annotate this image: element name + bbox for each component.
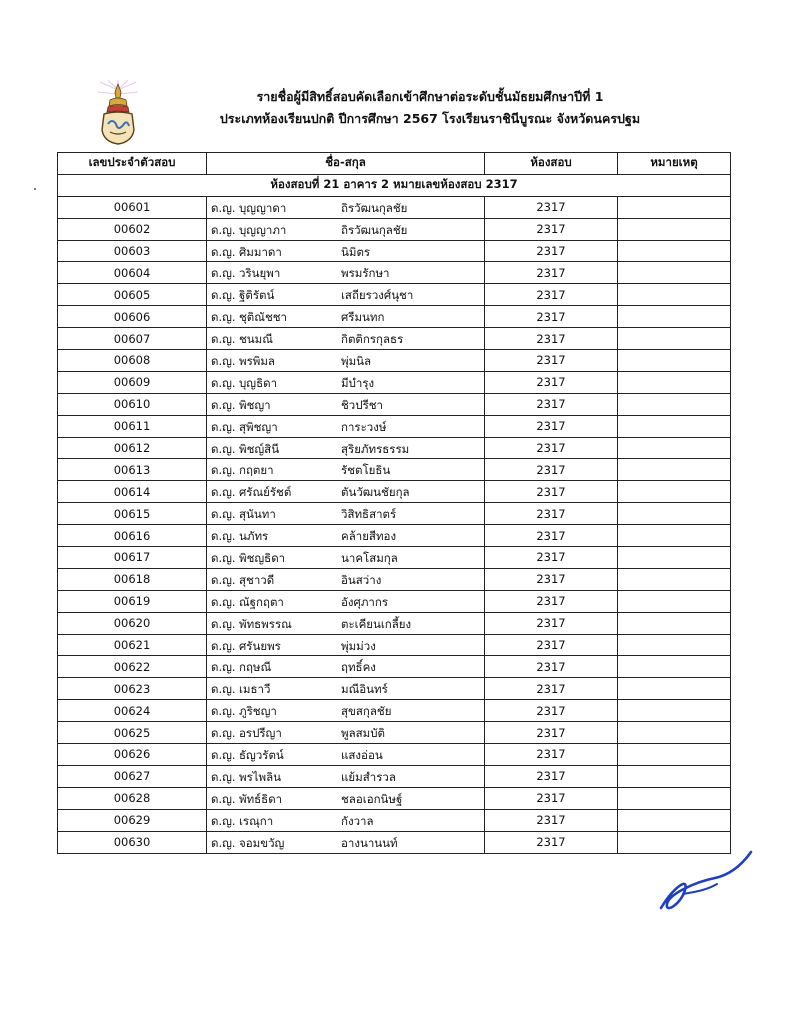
first-name: พัทธ์ธิดา (239, 791, 283, 806)
table-row (58, 262, 731, 284)
table-row (58, 656, 731, 678)
full-name-cell (207, 350, 485, 372)
last-name: กิตติกรกุลธร (341, 332, 404, 347)
note-cell (618, 415, 731, 437)
title-block (150, 86, 710, 130)
exam-room-cell: 2317 (485, 262, 618, 284)
name-prefix: ด.ญ. (211, 200, 236, 215)
first-name: พรพิมล (239, 354, 275, 369)
first-name: บุญญาดา (239, 200, 287, 215)
full-name-cell (207, 284, 485, 306)
table-header-row (58, 153, 731, 175)
table-row (58, 787, 731, 809)
exam-id-cell: 00610 (58, 393, 207, 415)
note-cell (618, 503, 731, 525)
last-name: ศรีมนทก (341, 310, 385, 325)
table-row (58, 240, 731, 262)
exam-room-cell: 2317 (485, 590, 618, 612)
exam-room-cell: 2317 (485, 831, 618, 853)
exam-id-cell: 00605 (58, 284, 207, 306)
table-row (58, 393, 731, 415)
table-row (58, 415, 731, 437)
name-prefix: ด.ญ. (211, 813, 236, 828)
first-name: ชุติณัชชา (239, 310, 288, 325)
full-name-cell (207, 218, 485, 240)
last-name: รัชตโยธิน (341, 463, 391, 478)
table-row (58, 568, 731, 590)
table-row (58, 722, 731, 744)
name-prefix: ด.ญ. (211, 660, 236, 675)
full-name-cell (207, 503, 485, 525)
note-cell (618, 437, 731, 459)
table-row (58, 328, 731, 350)
table-row (58, 459, 731, 481)
note-cell (618, 678, 731, 700)
full-name-cell (207, 590, 485, 612)
last-name: ถิรวัฒนกุลชัย (341, 222, 408, 237)
table-row (58, 700, 731, 722)
last-name: ชลอเอกนิษฐ์ (341, 791, 403, 806)
column-header-id: เลขประจำตัวสอบ (58, 153, 207, 175)
name-prefix: ด.ญ. (211, 222, 236, 237)
exam-room-cell: 2317 (485, 634, 618, 656)
last-name: สุขสกุลชัย (341, 704, 392, 719)
full-name-cell (207, 415, 485, 437)
first-name: ฐิติรัตน์ (239, 288, 275, 303)
name-prefix: ด.ญ. (211, 616, 236, 631)
column-header-name: ชื่อ-สกุล (207, 153, 485, 175)
full-name-cell (207, 328, 485, 350)
exam-id-cell: 00628 (58, 787, 207, 809)
exam-room-cell: 2317 (485, 678, 618, 700)
page-subtitle: ประเภทห้องเรียนปกติ ปีการศึกษา 2567 โรงเรียนราชินีบูรณะ จังหวัดนครปฐม (219, 111, 641, 126)
full-name-cell (207, 744, 485, 766)
name-prefix: ด.ญ. (211, 704, 236, 719)
last-name: คล้ายสีทอง (341, 529, 397, 544)
first-name: พิชญ์สินี (239, 441, 280, 456)
first-name: ภูริชญา (239, 704, 277, 719)
name-prefix: ด.ญ. (211, 726, 236, 741)
table-row (58, 481, 731, 503)
table-row (58, 831, 731, 853)
name-prefix: ด.ญ. (211, 354, 236, 369)
name-prefix: ด.ญ. (211, 551, 236, 566)
name-prefix: ด.ญ. (211, 594, 236, 609)
exam-id-cell: 00619 (58, 590, 207, 612)
exam-room-cell: 2317 (485, 503, 618, 525)
exam-room-cell: 2317 (485, 393, 618, 415)
note-cell (618, 525, 731, 547)
last-name: มณีอินทร์ (341, 682, 388, 697)
full-name-cell (207, 393, 485, 415)
last-name: อังศุภากร (341, 594, 388, 609)
name-prefix: ด.ญ. (211, 397, 236, 412)
last-name: อินสว่าง (341, 572, 382, 587)
name-prefix: ด.ญ. (211, 791, 236, 806)
last-name: ชิวปรีชา (341, 397, 384, 412)
full-name-cell (207, 306, 485, 328)
exam-id-cell: 00606 (58, 306, 207, 328)
note-cell (618, 481, 731, 503)
table-row (58, 350, 731, 372)
exam-id-cell: 00624 (58, 700, 207, 722)
last-name: พูลสมบัติ (341, 726, 385, 741)
note-cell (618, 218, 731, 240)
exam-room-cell: 2317 (485, 787, 618, 809)
exam-room-cell: 2317 (485, 481, 618, 503)
last-name: พุ่มม่วง (341, 638, 376, 653)
last-name: ตะเคียนเกลี้ยง (341, 616, 412, 631)
note-cell (618, 634, 731, 656)
table-row (58, 744, 731, 766)
full-name-cell (207, 481, 485, 503)
exam-id-cell: 00629 (58, 809, 207, 831)
name-prefix: ด.ญ. (211, 375, 236, 390)
name-prefix: ด.ญ. (211, 244, 236, 259)
exam-room-cell: 2317 (485, 765, 618, 787)
exam-room-cell: 2317 (485, 350, 618, 372)
exam-id-cell: 00616 (58, 525, 207, 547)
note-cell (618, 765, 731, 787)
exam-room-cell: 2317 (485, 437, 618, 459)
first-name: วรินยุพา (239, 266, 281, 281)
note-cell (618, 306, 731, 328)
first-name: เมธาวี (239, 682, 271, 697)
first-name: ศิมมาดา (239, 244, 282, 259)
first-name: พิชญา (239, 397, 271, 412)
exam-room-cell: 2317 (485, 218, 618, 240)
name-prefix: ด.ญ. (211, 638, 236, 653)
exam-id-cell: 00623 (58, 678, 207, 700)
exam-room-cell: 2317 (485, 371, 618, 393)
exam-room-cell: 2317 (485, 700, 618, 722)
last-name: ฤทธิ์คง (341, 660, 376, 675)
last-name: นิมิตร (341, 244, 371, 259)
full-name-cell (207, 656, 485, 678)
note-cell (618, 262, 731, 284)
first-name: พิชญธิดา (239, 551, 286, 566)
last-name: แสงอ่อน (341, 748, 383, 763)
note-cell (618, 656, 731, 678)
full-name-cell (207, 787, 485, 809)
name-prefix: ด.ญ. (211, 288, 236, 303)
full-name-cell (207, 371, 485, 393)
note-cell (618, 328, 731, 350)
exam-id-cell: 00607 (58, 328, 207, 350)
first-name: ณัฐกฤตา (239, 594, 284, 609)
first-name: ธัญวรัตน์ (239, 748, 284, 763)
last-name: แย้มสำรวล (341, 769, 396, 784)
last-name: มีบำรุง (341, 375, 375, 390)
note-cell (618, 787, 731, 809)
name-prefix: ด.ญ. (211, 769, 236, 784)
table-row (58, 437, 731, 459)
exam-id-cell: 00608 (58, 350, 207, 372)
table-row (58, 612, 731, 634)
name-prefix: ด.ญ. (211, 572, 236, 587)
last-name: การะวงษ์ (341, 419, 387, 434)
first-name: อรปรีญา (239, 726, 282, 741)
last-name: วิสิทธิสาตร์ (341, 507, 397, 522)
full-name-cell (207, 700, 485, 722)
table-row (58, 503, 731, 525)
page-title: รายชื่อผู้มีสิทธิ์สอบคัดเลือกเข้าศึกษาต่อระดับชั้นมัธยมศึกษาปีที่ 1 (256, 89, 604, 104)
exam-room-cell: 2317 (485, 568, 618, 590)
note-cell (618, 284, 731, 306)
first-name: พัทธพรรณ (239, 616, 292, 631)
full-name-cell (207, 240, 485, 262)
note-cell (618, 459, 731, 481)
first-name: สุพิชญา (239, 419, 278, 434)
full-name-cell (207, 525, 485, 547)
note-cell (618, 722, 731, 744)
scan-speck (34, 188, 36, 190)
table-row (58, 196, 731, 218)
name-prefix: ด.ญ. (211, 507, 236, 522)
full-name-cell (207, 765, 485, 787)
candidate-table (57, 152, 731, 854)
first-name: นภัทร (239, 529, 269, 544)
full-name-cell (207, 831, 485, 853)
exam-id-cell: 00602 (58, 218, 207, 240)
first-name: ศรันยพร (239, 638, 281, 653)
exam-id-cell: 00609 (58, 371, 207, 393)
note-cell (618, 240, 731, 262)
first-name: สุนันทา (239, 507, 276, 522)
name-prefix: ด.ญ. (211, 441, 236, 456)
first-name: สุชาวดี (239, 572, 275, 587)
first-name: จอมขวัญ (239, 835, 285, 850)
full-name-cell (207, 262, 485, 284)
note-cell (618, 590, 731, 612)
exam-id-cell: 00604 (58, 262, 207, 284)
exam-room-cell: 2317 (485, 809, 618, 831)
table-row (58, 371, 731, 393)
table-row (58, 590, 731, 612)
first-name: ศรัณย์รัชต์ (239, 485, 292, 500)
full-name-cell (207, 459, 485, 481)
handwritten-signature-icon (655, 848, 755, 918)
exam-id-cell: 00601 (58, 196, 207, 218)
full-name-cell (207, 612, 485, 634)
page-header (0, 80, 791, 150)
exam-room-cell: 2317 (485, 722, 618, 744)
exam-id-cell: 00620 (58, 612, 207, 634)
name-prefix: ด.ญ. (211, 419, 236, 434)
exam-id-cell: 00611 (58, 415, 207, 437)
exam-id-cell: 00613 (58, 459, 207, 481)
full-name-cell (207, 722, 485, 744)
full-name-cell (207, 547, 485, 569)
exam-id-cell: 00627 (58, 765, 207, 787)
exam-id-cell: 00625 (58, 722, 207, 744)
exam-id-cell: 00618 (58, 568, 207, 590)
name-prefix: ด.ญ. (211, 529, 236, 544)
first-name: ชนมณี (239, 332, 273, 347)
first-name: กฤตยา (239, 463, 274, 478)
exam-room-cell: 2317 (485, 612, 618, 634)
exam-room-cell: 2317 (485, 744, 618, 766)
note-cell (618, 547, 731, 569)
first-name: พรไพลิน (239, 769, 282, 784)
first-name: เรณุกา (239, 813, 274, 828)
table-row (58, 678, 731, 700)
table-row (58, 525, 731, 547)
name-prefix: ด.ญ. (211, 835, 236, 850)
name-prefix: ด.ญ. (211, 310, 236, 325)
exam-id-cell: 00621 (58, 634, 207, 656)
exam-room-cell: 2317 (485, 196, 618, 218)
last-name: อางนานนท์ (341, 835, 398, 850)
table-row (58, 765, 731, 787)
name-prefix: ด.ญ. (211, 266, 236, 281)
full-name-cell (207, 809, 485, 831)
note-cell (618, 350, 731, 372)
full-name-cell (207, 634, 485, 656)
last-name: ถิรวัฒนกุลชัย (341, 200, 408, 215)
last-name: สุริยภัทรธรรม (341, 441, 410, 456)
exam-id-cell: 00617 (58, 547, 207, 569)
name-prefix: ด.ญ. (211, 332, 236, 347)
last-name: ตันวัฒนชัยกุล (341, 485, 410, 500)
first-name: บุญญาภา (239, 222, 287, 237)
exam-room-cell: 2317 (485, 284, 618, 306)
exam-id-cell: 00622 (58, 656, 207, 678)
table-row (58, 809, 731, 831)
last-name: กังวาล (341, 813, 374, 828)
full-name-cell (207, 678, 485, 700)
full-name-cell (207, 437, 485, 459)
exam-room-cell: 2317 (485, 328, 618, 350)
note-cell (618, 744, 731, 766)
full-name-cell (207, 196, 485, 218)
first-name: บุญธิดา (239, 375, 278, 390)
note-cell (618, 371, 731, 393)
full-name-cell (207, 568, 485, 590)
note-cell (618, 809, 731, 831)
table-row (58, 547, 731, 569)
note-cell (618, 612, 731, 634)
exam-room-cell: 2317 (485, 547, 618, 569)
table-row (58, 284, 731, 306)
table-row (58, 306, 731, 328)
room-heading-row (58, 174, 731, 196)
exam-id-cell: 00603 (58, 240, 207, 262)
exam-id-cell: 00630 (58, 831, 207, 853)
last-name: พรมรักษา (341, 266, 390, 281)
name-prefix: ด.ญ. (211, 485, 236, 500)
school-crest-icon (96, 80, 140, 146)
exam-id-cell: 00615 (58, 503, 207, 525)
exam-room-cell: 2317 (485, 306, 618, 328)
exam-room-cell: 2317 (485, 459, 618, 481)
exam-id-cell: 00626 (58, 744, 207, 766)
table-row (58, 218, 731, 240)
note-cell (618, 568, 731, 590)
exam-room-cell: 2317 (485, 240, 618, 262)
table-row (58, 634, 731, 656)
last-name: พุ่มนิล (341, 354, 372, 369)
exam-id-cell: 00612 (58, 437, 207, 459)
note-cell (618, 196, 731, 218)
note-cell (618, 700, 731, 722)
column-header-room: ห้องสอบ (485, 153, 618, 175)
exam-room-cell: 2317 (485, 525, 618, 547)
last-name: เสถียรวงศ์นุชา (341, 288, 414, 303)
column-header-note: หมายเหตุ (618, 153, 731, 175)
exam-room-cell: 2317 (485, 656, 618, 678)
name-prefix: ด.ญ. (211, 463, 236, 478)
exam-id-cell: 00614 (58, 481, 207, 503)
room-heading: ห้องสอบที่ 21 อาคาร 2 หมายเลขห้องสอบ 2317 (58, 174, 731, 196)
exam-room-cell: 2317 (485, 415, 618, 437)
name-prefix: ด.ญ. (211, 682, 236, 697)
name-prefix: ด.ญ. (211, 748, 236, 763)
first-name: กฤษณี (239, 660, 272, 675)
last-name: นาคโสมกุล (341, 551, 398, 566)
note-cell (618, 393, 731, 415)
